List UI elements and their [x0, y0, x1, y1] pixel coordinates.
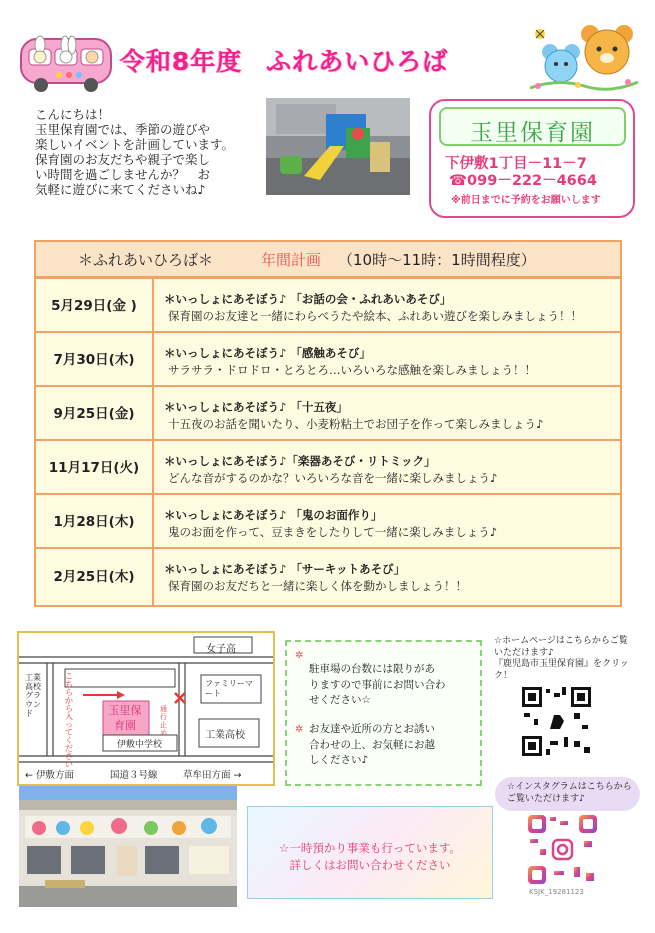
plan-date: 9月25日(金) [36, 387, 154, 441]
page-title [120, 42, 448, 78]
instagram-qr-caption: KSJK_19281123 [529, 888, 584, 896]
note-line: 合わせの上、お気軽にお越 [309, 738, 435, 751]
nursery-address: 下伊敷1丁目－11－7 [445, 156, 587, 172]
plan-activity-desc: どんな音がするのかな？いろいろな音を一緒に楽しみましょう♪ [168, 471, 498, 485]
instagram-line: ☆インスタグラムはこちらから [507, 782, 632, 792]
instagram-qr-code[interactable] [526, 813, 599, 886]
plan-activity-desc: 保育園のお友達と一緒にわらべうたや絵本、ふれあい遊びを楽しみましょう！！ [168, 309, 582, 323]
plan-activity-desc: 鬼のお面を作って、豆まきをしたりして一緒に楽しみましょう♪ [168, 525, 498, 539]
nursery-name-frame [439, 107, 626, 146]
plan-date: 2月25日(木) [36, 549, 154, 605]
map-middle-school: 伊敷中学校 [117, 740, 163, 750]
map-tech-high: 工業高校 [205, 730, 245, 741]
map-road-left: ← 伊敷方面 [25, 770, 74, 781]
map-no-entry: 通行止め [160, 705, 167, 737]
plan-heading [36, 242, 620, 278]
plan-heading-plan: 年間計画 [261, 251, 322, 269]
info-line-1: ☆一時預かり事業も行っています。 [279, 841, 461, 855]
plan-activity-desc: 保育園のお友だちと一緒に楽しく体を動かしましょう！！ [168, 579, 467, 593]
plan-row [36, 493, 620, 549]
homepage-line: ☆ホームページはこちらからご覧 [494, 636, 628, 646]
homepage-note [494, 636, 644, 682]
instagram-note [495, 777, 640, 811]
plan-row [36, 331, 620, 387]
intro-text [35, 107, 261, 197]
plan-date: 5月29日(金 ) [36, 279, 154, 333]
plan-date: 1月28日(木) [36, 495, 154, 549]
map-tech-high-ground: 工業高校グラウンド [25, 673, 41, 718]
note-line: お友達や近所の方とお誘い [309, 723, 435, 735]
plan-row [36, 547, 620, 605]
plan-activity-title: ＊いっしょにあそぼう♪ 「お話の会・ふれあいあそび」 [164, 292, 452, 306]
nursery-info-card [429, 99, 635, 218]
note-line: 駐車場の台数には限りがあ [309, 663, 435, 675]
plan-row [36, 277, 620, 333]
plan-date: 7月30日(木) [36, 333, 154, 387]
note-bullet-icon: ✲ [295, 650, 304, 661]
playground-photo [266, 98, 410, 195]
access-map [17, 631, 275, 786]
info-line-2: 詳しくはお問い合わせください [289, 858, 451, 872]
homepage-line: 『鹿児島市玉里保育園』をクリック！ [494, 659, 629, 681]
nursery-building-photo [19, 786, 237, 907]
note-line: りますので事前にお問い合わ [309, 678, 446, 691]
map-family-mart: ファミリーマート [205, 679, 253, 698]
bus-illustration [19, 29, 115, 93]
intro-line: 楽しいイベントを計画しています。 [35, 137, 235, 152]
plan-date: 11月17日(火) [36, 441, 154, 495]
map-entrance-note: こちらから入ってください [65, 672, 73, 769]
note-bullet-icon: ✲ [295, 724, 304, 735]
notes-box [285, 640, 482, 786]
bear-mouse-illustration [528, 22, 640, 94]
plan-row [36, 385, 620, 441]
plan-activity-desc: サラサラ・ドロドロ・とろとろ…いろいろな感触を楽しみましょう！！ [168, 363, 536, 377]
nursery-name: 玉里保育園 [470, 120, 595, 146]
plan-activity-title: ＊いっしょにあそぼう♪ 「感触あそび」 [164, 346, 371, 360]
map-nursery: 玉里保育園 [108, 704, 142, 732]
map-road-name: 国道３号線 [110, 770, 158, 781]
homepage-qr-code[interactable] [520, 685, 593, 758]
note-parking [309, 662, 446, 709]
note-line: せください☆ [309, 694, 371, 706]
plan-row [36, 439, 620, 495]
note-line: しください♪ [309, 754, 369, 766]
intro-line: い時間を過ごしませんか？ お [35, 167, 211, 182]
intro-line: 気軽に遊びに来てくださいね♪ [35, 182, 206, 197]
intro-line: こんにちは！ [35, 107, 111, 122]
title-year: 令和8年度 [120, 47, 243, 76]
plan-heading-time: （10時～11時：1時間程度） [338, 251, 536, 269]
plan-activity-title: ＊いっしょにあそぼう♪ 「サーキットあそび」 [164, 562, 406, 576]
reservation-note: ※前日までに予約をお願いします [451, 195, 601, 206]
plan-activity-title: ＊いっしょにあそぼう♪ 「十五夜」 [164, 400, 348, 414]
nursery-phone: ☎099－222－4664 [449, 173, 597, 189]
instagram-line: ご覧いただけます♪ [507, 794, 585, 804]
annual-plan-table [34, 240, 622, 607]
plan-activity-title: ＊いっしょにあそぼう♪「楽器あそび・リトミック」 [164, 454, 436, 468]
plan-heading-label: ＊ふれあいひろば＊ [78, 251, 214, 269]
map-road-right: 草牟田方面 → [183, 770, 242, 781]
homepage-line: いただけます♪ [494, 647, 554, 658]
plan-activity-title: ＊いっしょにあそぼう♪ 「鬼のお面作り」 [164, 508, 383, 522]
note-invite [309, 722, 435, 769]
map-girls-high: 女子高 [206, 644, 236, 655]
intro-line: 保育園のお友だちや親子で楽し [35, 152, 211, 167]
title-event: ふれあいひろば [266, 47, 449, 76]
plan-activity-desc: 十五夜のお話を聞いたり、小麦粉粘土でお団子を作って楽しみましょう♪ [168, 417, 544, 431]
intro-line: 玉里保育園では、季節の遊びや [35, 122, 211, 137]
temporary-care-info [247, 806, 493, 899]
